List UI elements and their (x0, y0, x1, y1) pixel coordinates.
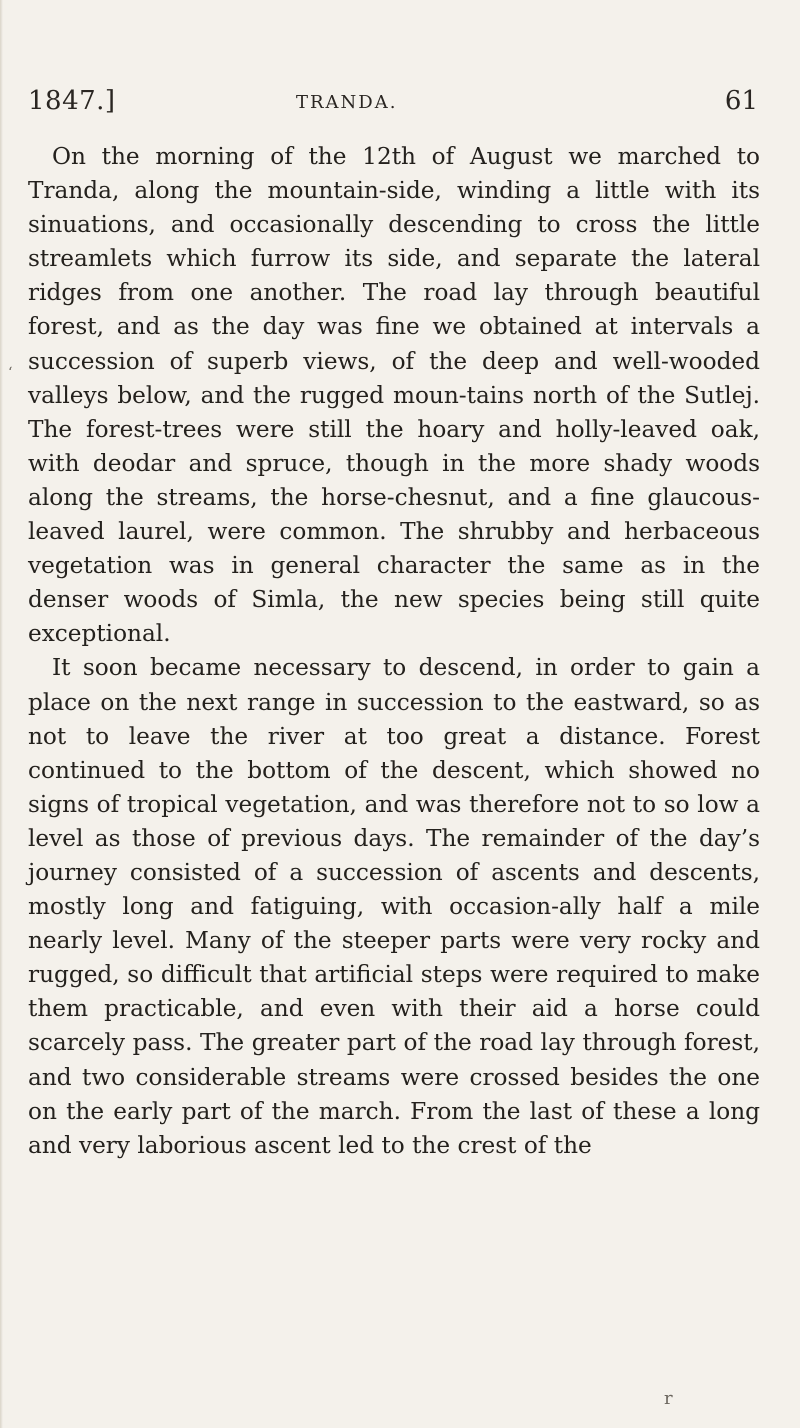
margin-mark-bottom: r (664, 1388, 673, 1409)
body-text (28, 140, 760, 1163)
header-title: TRANDA. (296, 92, 398, 113)
paragraph-1: On the morning of the 12th of August we marched to Tranda, along the mountain-side, winding a little with its sinuations, and occasionally descending to cross the little streamlets which furrow its side, and separate the lateral ridges from one another. The road lay through beautiful forest, and as the day was fine we obtained at intervals a succession of superb views, of the deep and well-wooded valleys below, and the rugged moun-tains north of the Sutlej. The forest-trees were still the hoary and holly-leaved oak, with deodar and spruce, though in the more shady woods along the streams, the horse-chesnut, and a fine glaucous-leaved laurel, were common. The shrubby and herbaceous vegetation was in general character the same as in the denser woods of Simla, the new species being still quite exceptional. (28, 143, 760, 648)
margin-mark-side: ‘ (8, 365, 13, 381)
running-header (28, 86, 758, 126)
paragraph-2: It soon became necessary to descend, in order to gain a place on the next range in succession to the eastward, so as not to leave the river at too great a distance. Forest continued to the bottom of the descent, which showed no signs of tropical vegetation, and was therefore not to so low a level as those of previous days. The remainder of the day’s journey consisted of a succession of ascents and descents, mostly long and fatiguing, with occasion-ally half a mile nearly level. Many of the steeper parts were very rocky and rugged, so difficult that artificial steps were required to make them practicable, and even with their aid a horse could scarcely pass. The greater part of the road lay through forest, and two considerable streams were crossed besides the one on the early part of the march. From the last of these a long and very laborious ascent led to the crest of the (28, 654, 760, 1159)
page-number: 61 (724, 86, 758, 116)
header-year: 1847.] (28, 86, 116, 116)
page-edge-shadow (0, 0, 3, 1428)
